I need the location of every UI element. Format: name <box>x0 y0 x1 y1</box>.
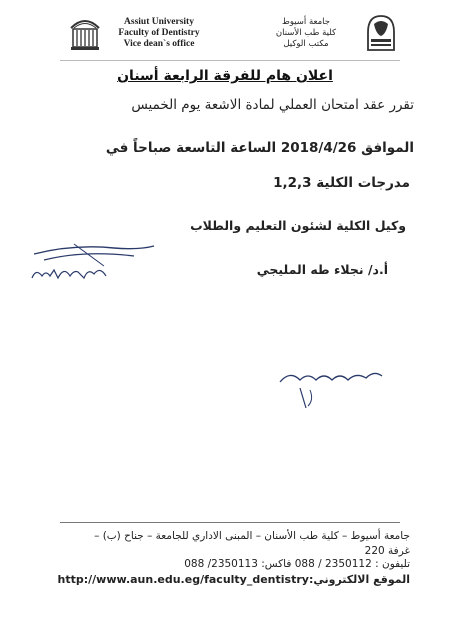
header-faculty-ar: كلية طب الأسنان <box>275 28 337 38</box>
university-logo-icon <box>68 14 102 52</box>
footer-website-label: الموقع الالكتروني: <box>308 573 410 586</box>
header-faculty: Faculty of Dentistry <box>118 28 200 38</box>
announcement-line-1: تقرر عقد امتحان العملي لمادة الاشعة يوم الخميس <box>131 97 414 113</box>
footer-website-link[interactable]: http://www.aun.edu.eg/faculty_dentistry <box>57 573 309 586</box>
header-office-ar: مكتب الوكيل <box>283 39 329 49</box>
footer-phone: تليفون : 2350112 / 088 فاكس: 2350113/ 088 <box>184 558 410 570</box>
header-university-ar: جامعة أسيوط <box>281 17 331 27</box>
header-english <box>104 17 214 50</box>
handwritten-initials-icon <box>270 360 390 410</box>
announcement-line-3: مدرجات الكلية 1,2,3 <box>273 175 410 191</box>
signatory-name: أ.د/ نجلاء طه المليجي <box>256 262 388 277</box>
header-arabic <box>250 17 362 50</box>
header-university: Assiut University <box>124 17 194 27</box>
footer-divider <box>60 522 400 523</box>
signatory-title: وكيل الكلية لشئون التعليم والطلاب <box>190 218 406 233</box>
announcement-title: اعلان هام للفرقة الرابعة أسنان <box>117 68 333 84</box>
announcement-line-2: الموافق 2018/4/26 الساعة التاسعة صباحاً في <box>105 140 414 156</box>
header-divider <box>60 60 400 61</box>
footer-address: جامعة أسيوط – كلية طب الأسنان – المبنى الاداري للجامعة – جناح (ب) – <box>94 530 410 542</box>
footer-room: غرفة 220 <box>364 545 410 557</box>
header-office: Vice dean`s office <box>123 39 195 49</box>
handwritten-signature-icon <box>14 226 164 286</box>
footer-website <box>50 573 410 586</box>
faculty-logo-icon <box>364 12 398 54</box>
